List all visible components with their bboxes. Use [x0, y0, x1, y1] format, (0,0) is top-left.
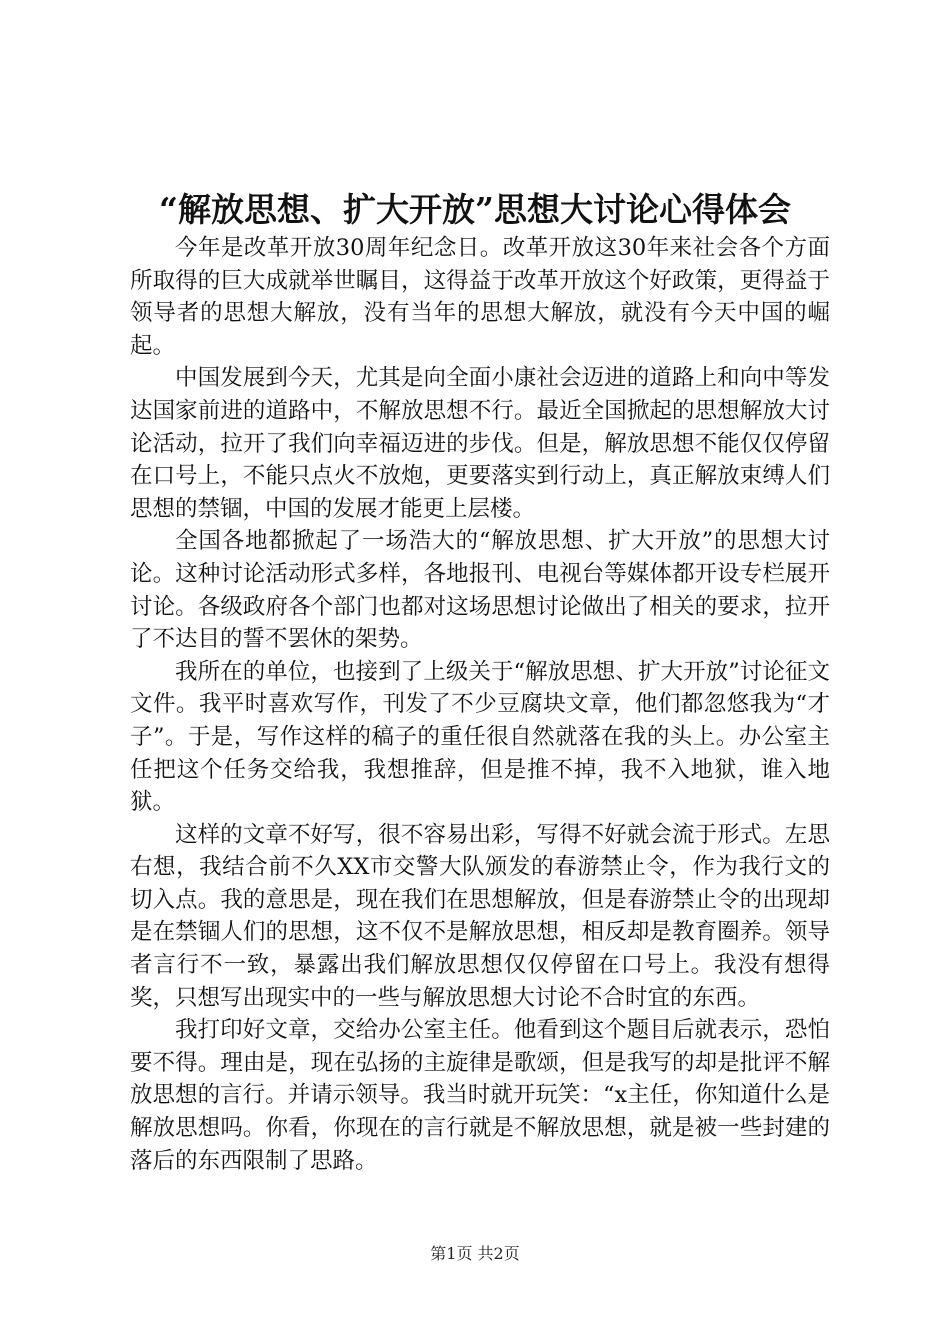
paragraph: 全国各地都掀起了一场浩大的“解放思想、扩大开放”的思想大讨论。这种讨论活动形式多样，各地报刊、电视台等媒体都开设专栏展开讨论。各级政府各个部门也都对这场思想讨论做出了相关的要求，拉开了不达目的誓不罢休的架势。 [130, 528, 830, 653]
document-title: “解放思想、扩大开放”思想大讨论心得体会 [159, 190, 791, 229]
paragraph: 我所在的单位，也接到了上级关于“解放思想、扩大开放”讨论征文文件。我平时喜欢写作，刊发了不少豆腐块文章，他们都忽悠我为“才子”。于是，写作这样的稿子的重任很自然就落在我的头上。办公室主任把这个任务交给我，我想推辞，但是推不掉，我不入地狱，谁入地狱。 [130, 658, 830, 816]
document-body [130, 232, 830, 1177]
paragraph: 中国发展到今天，尤其是向全面小康社会迈进的道路上和向中等发达国家前进的道路中，不解放思想不行。最近全国掀起的思想解放大讨论活动，拉开了我们向幸福迈进的步伐。但是，解放思想不能仅仅停留在口号上，不能只点火不放炮，更要落实到行动上，真正解放束缚人们思想的禁锢，中国的发展才能更上层楼。 [130, 365, 830, 522]
paragraph: 我打印好文章，交给办公室主任。他看到这个题目后就表示，恐怕要不得。理由是，现在弘扬的主旋律是歌颂，但是我写的却是批评不解放思想的言行。并请示领导。我当时就开玩笑：“x主任，你知道什么是解放思想吗。你看，你现在的言行就是不解放思想，就是被一些封建的落后的东西限制了思路。 [130, 1017, 830, 1174]
paragraph: 今年是改革开放30周年纪念日。改革开放这30年来社会各个方面所取得的巨大成就举世瞩目，这得益于改革开放这个好政策，更得益于领导者的思想大解放，没有当年的思想大解放，就没有今天中国的崛起。 [130, 235, 830, 359]
paragraph: 这样的文章不好写，很不容易出彩，写得不好就会流于形式。左思右想，我结合前不久XX市交警大队颁发的春游禁止令，作为我行文的切入点。我的意思是，现在我们在思想解放，但是春游禁止令的出现却是在禁锢人们的思想，这不仅不是解放思想，相反却是教育圈养。领导者言行不一致，暴露出我们解放思想仅仅停留在口号上。我没有想得奖，只想写出现实中的一些与解放思想大讨论不合时宜的东西。 [130, 821, 830, 1011]
page-number-footer: 第1页 共2页 [430, 1244, 520, 1263]
